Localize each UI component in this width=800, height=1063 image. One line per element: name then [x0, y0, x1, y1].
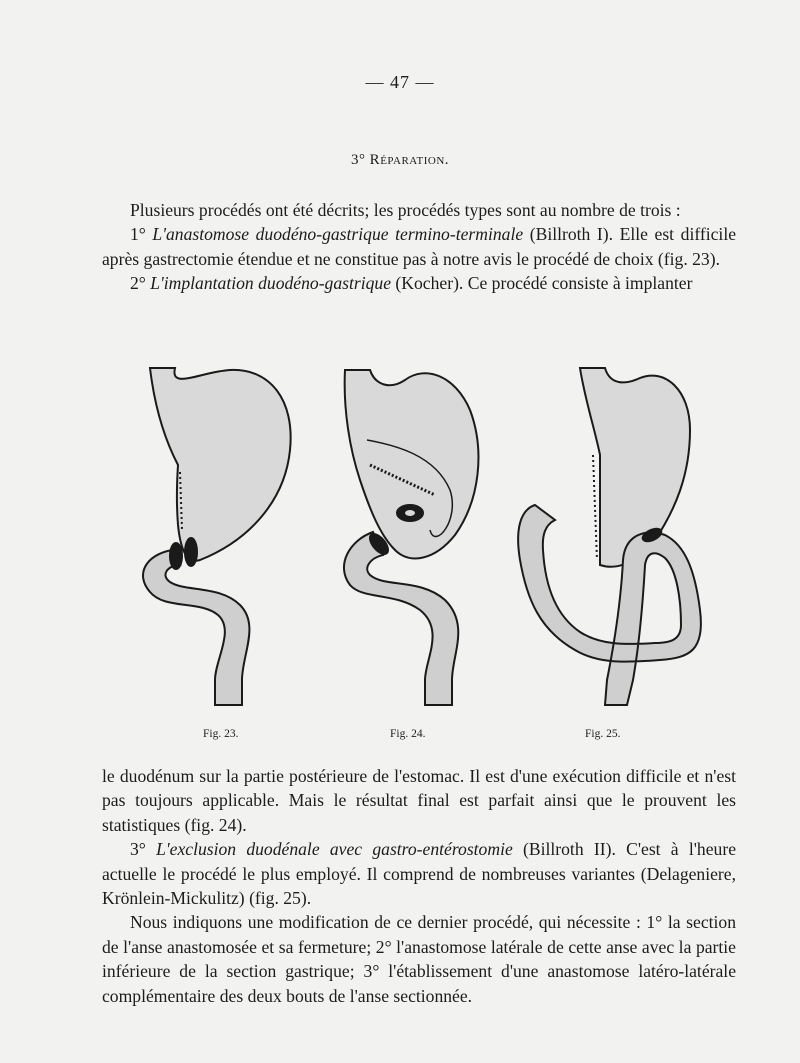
suture-line: [593, 455, 597, 560]
text-block-bottom: [102, 764, 736, 1008]
paragraph-lead: 3°: [130, 839, 157, 860]
paragraph-lead: 2°: [130, 273, 151, 294]
figure-caption: Fig. 25.: [585, 728, 621, 740]
paragraph-text: (Billroth I). Elle est difficile après gastrectomie étendue et ne constitue pas à notre avis le procédé de choix (fig. 23).: [102, 224, 737, 269]
paragraph-lead: 1°: [130, 224, 153, 245]
paragraph-italic: L'implantation duodéno-gastrique: [150, 273, 392, 294]
figure-caption: Fig. 24.: [390, 728, 426, 740]
paragraph: [102, 837, 736, 910]
paragraph-text: le duodénum sur la partie postérieure de l'estomac. Il est d'une exécution difficile et n'est pas toujours applicable. Mais le résultat final est parfait ainsi que le prouvent les statistiques (fig. 24).: [102, 766, 736, 835]
surgical-illustration: [130, 360, 710, 750]
paragraph: [102, 764, 736, 837]
paragraph-text: Plusieurs procédés ont été décrits; les procédés types sont au nombre de trois :: [130, 200, 681, 220]
figure-24-drawing: [344, 370, 478, 705]
text-block-top: [102, 198, 736, 296]
paragraph-text: (Kocher). Ce procédé consiste à implanter: [391, 273, 693, 294]
duodenum-opening: [170, 543, 182, 569]
stomach-opening: [185, 538, 197, 566]
figure-caption: Fig. 23.: [203, 728, 239, 740]
paragraph: [102, 910, 736, 1008]
paragraph-italic: L'anastomose duodéno-gastrique termino-terminale: [152, 224, 524, 245]
stomach-shape: [150, 368, 291, 561]
stomach-shape: [345, 370, 479, 558]
paragraph: [102, 271, 736, 295]
duodenum-tube: [143, 550, 249, 705]
paragraph-text: Nous indiquons une modification de ce dernier procédé, qui nécessite : 1° la section de l'anse anastomosée et sa fermeture; 2° l'anastomose latérale de cette anse avec la partie inférieure de la section gastrique; 3° l'établissement d'une anastomose latéro-latérale complémentaire des deux bouts de l'anse sectionnée.: [102, 912, 736, 1006]
paragraph: [102, 198, 736, 222]
paragraph-text: (Billroth II). C'est à l'heure actuelle le procédé le plus employé. Il comprend de nombreuses variantes (Delageniere, Krönlein-Mickulitz) (fig. 25).: [102, 839, 736, 909]
duodenum-tube: [344, 532, 458, 705]
figures-illustration: [130, 360, 710, 750]
page-number: — 47 —: [365, 72, 435, 92]
figure-25-drawing: [518, 368, 701, 705]
figure-23-drawing: [143, 368, 291, 705]
section-heading: 3° Réparation.: [350, 152, 450, 168]
paragraph-italic: L'exclusion duodénale avec gastro-entérostomie: [156, 839, 513, 860]
paragraph: [102, 222, 736, 271]
